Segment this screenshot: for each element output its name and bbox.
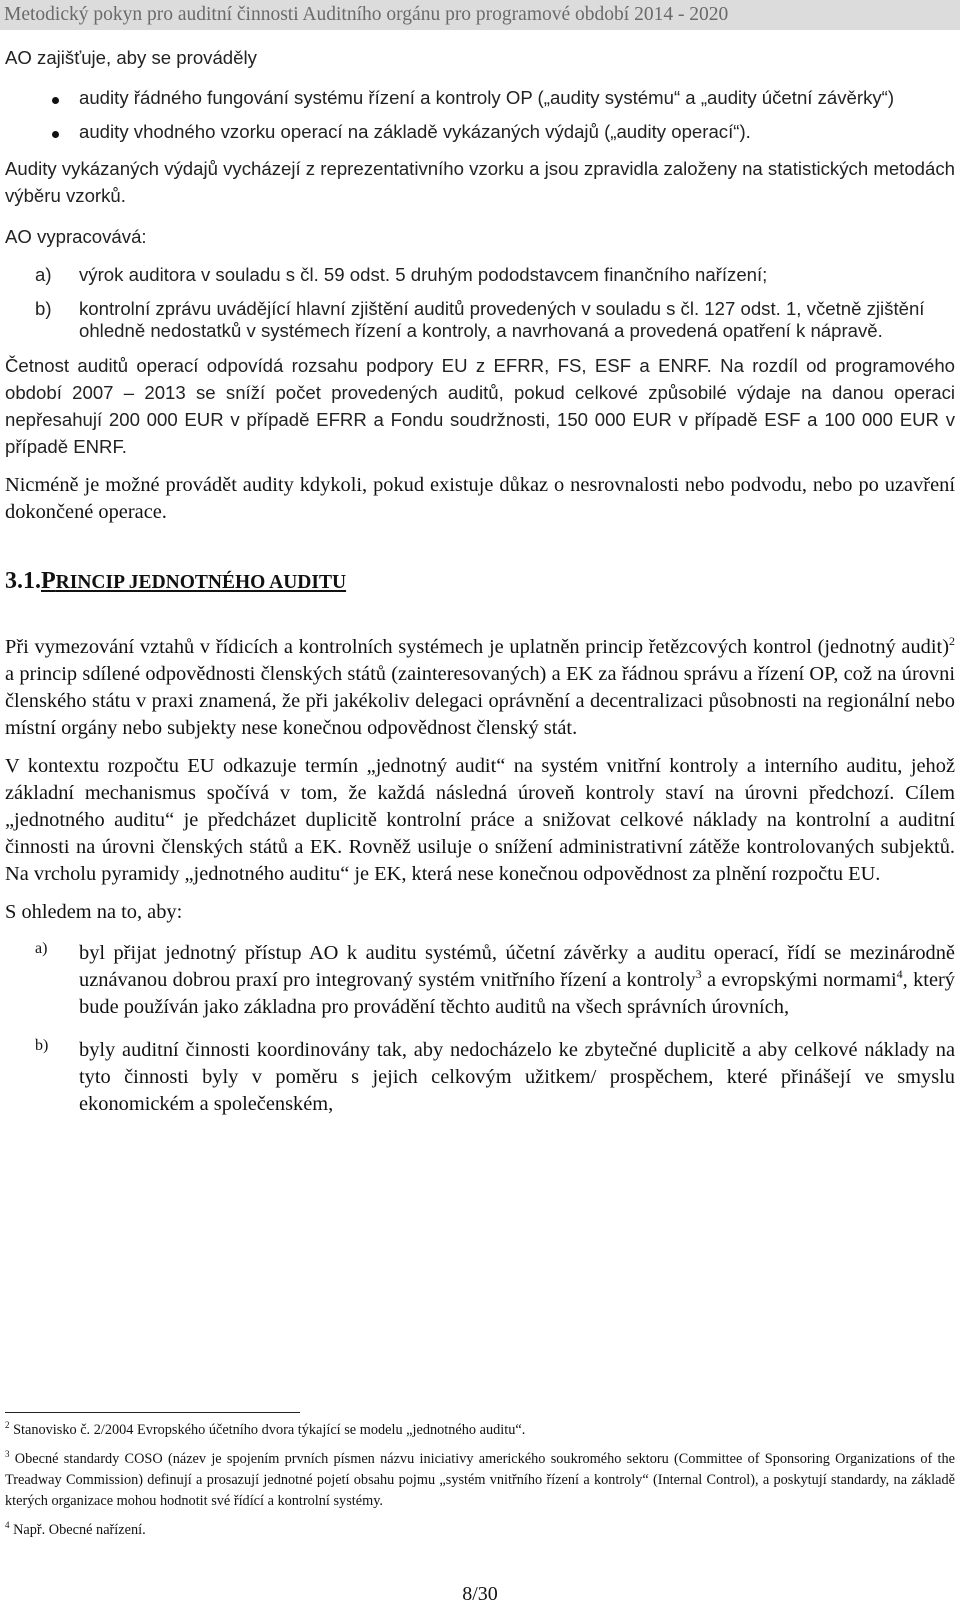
section-heading — [5, 566, 955, 598]
bullet-icon — [52, 131, 59, 138]
bullet-text: audity řádného fungování systému řízení a kontroly OP („audity systému“ a „audity účetní závěrky“) — [79, 87, 895, 108]
list-marker: b) — [35, 298, 52, 319]
list-marker: b) — [35, 1037, 49, 1054]
list-item — [5, 298, 955, 342]
footnote-ref-2: 2 — [949, 634, 955, 648]
footnote: $^2$ Stanovisko č. 2/2004 Evropského účetního dvora týkající se modelu „jednotného auditu“. — [5, 1420, 526, 1438]
footnote-ref-4: 4 — [896, 967, 903, 981]
section-title: PRINCIP JEDNOTNÉHO AUDITU — [41, 568, 347, 594]
list-item-text: byl přijat jednotný přístup AO k auditu systémů, účetní závěrky a auditu operací, řídí se mezinárodně uznávanou dobrou praxí pro integrovaný systém vnitřního řízení a kontroly$^3$ a evropskými normami$^4$, který bude používán jako základna pro provádění těchto auditů na všech správních úrovních, — [79, 942, 955, 1018]
ao-intro: AO zajišťuje, aby se prováděly — [5, 47, 257, 68]
page-content — [5, 40, 955, 1118]
footnote-separator — [5, 1412, 300, 1413]
audits-paragraph: Audity vykázaných výdajů vycházejí z reprezentativního vzorku a jsou zpravidla založeny na statistických metodách výběru vzorků. — [5, 158, 955, 206]
prepares-list — [5, 264, 955, 342]
list-item — [5, 1037, 955, 1118]
list-marker: a) — [35, 940, 48, 957]
footnote-ref-3: 3 — [695, 967, 702, 981]
audit-bullet-list — [5, 87, 955, 143]
list-marker: a) — [35, 264, 52, 285]
bullet-text: audity vhodného vzorku operací na základě vykázaných výdajů („audity operací“). — [79, 121, 751, 142]
single-audit-paragraph-1: Při vymezování vztahů v řídicích a kontrolních systémech je uplatněn princip řetězcových kontrol (jednotný audit)$^2$ a princip sdílené odpovědnosti členských států (zainteresovaných) a EK za řádnou správu a řízení OP, což na úrovni členského státu v praxi znamená, že při jakékoliv delegaci oprávnění a decentralizaci působnosti na regionální nebo místní orgány nebo subjekty nese konečnou odpovědnost členský stát. — [5, 634, 955, 739]
list-item — [5, 940, 955, 1021]
frequency-paragraph: Četnost auditů operací odpovídá rozsahu podpory EU z EFRR, FS, ESF a ENRF. Na rozdíl od programového období 2007 – 2013 se sníží počet provedených auditů, pokud celkové způsobilé výdaje na danou operaci nepřesahují 200 000 EUR v případě EFRR a Fondu soudržnosti, 150 000 EUR v případě ESF a 100 000 EUR v případě ENRF. — [5, 355, 955, 457]
regard-list — [5, 940, 955, 1118]
ao-prepares-heading: AO vypracovává: — [5, 226, 147, 247]
list-item-text: kontrolní zprávu uvádějící hlavní zjištění auditů provedených v souladu s čl. 127 odst. 1, včetně zjištění ohledně nedostatků v systémech řízení a kontroly, a navrhovaná a provedená opatření k nápravě. — [79, 298, 925, 341]
section-number: 3.1. — [5, 568, 41, 594]
page-number: 8/30 — [462, 1583, 498, 1605]
list-item — [5, 264, 955, 286]
footnote: $^3$ Obecné standardy COSO (název je spojením prvních písmen názvu iniciativy amerického soukromého sektoru (Committee of Sponsoring Organizations of the Treadway Commission) definují a prosazují jednotné pojetí obsahu pojmu „systém vnitřního řízení a kontroly“ (Internal Control), a poskytují standardy, na základě kterých organizace mohou hodnotit své řídící a kontrolní systémy. — [5, 1449, 956, 1509]
bullet-icon — [52, 97, 59, 104]
regard-intro: S ohledem na to, aby: — [5, 901, 183, 923]
document-header: Metodický pokyn pro auditní činnosti Auditního orgánu pro programové období 2014 - 2020 — [0, 0, 960, 30]
footnote: $^4$ Např. Obecné nařízení. — [5, 1520, 146, 1538]
list-item-text: byly auditní činnosti koordinovány tak, aby nedocházelo ke zbytečné duplicitě a aby celkové náklady na tyto činnosti byly v poměru s jejich celkovým užitkem/ prospěchem, které přinášejí ve smyslu ekonomickém a společenském, — [79, 1039, 955, 1115]
single-audit-paragraph-2: V kontextu rozpočtu EU odkazuje termín „jednotný audit“ na systém vnitřní kontroly a interního auditu, jehož základní mechanismus spočívá v tom, že každá následná úroveň kontroly staví na úrovni předchozí. Cílem „jednotného auditu“ je předcházet duplicitě kontrolní práce a snižovat celkové náklady na kontrolní a auditní činnosti na úrovni členských států a EK. Rovněž usiluje o snížení administrativní zátěže kontrolovaných subjektů. Na vrcholu pyramidy „jednotného auditu“ je EK, která nese konečnou odpovědnost za plnění rozpočtu EU. — [5, 755, 955, 885]
bullet-item — [5, 121, 955, 143]
bullet-item — [5, 87, 955, 109]
nevertheless-paragraph: Nicméně je možné provádět audity kdykoli, pokud existuje důkaz o nesrovnalosti nebo podvodu, nebo po uzavření dokončené operace. — [5, 474, 955, 523]
footnotes — [5, 1420, 955, 1549]
list-item-text: výrok auditora v souladu s čl. 59 odst. 5 druhým pododstavcem finančního nařízení; — [79, 264, 768, 285]
